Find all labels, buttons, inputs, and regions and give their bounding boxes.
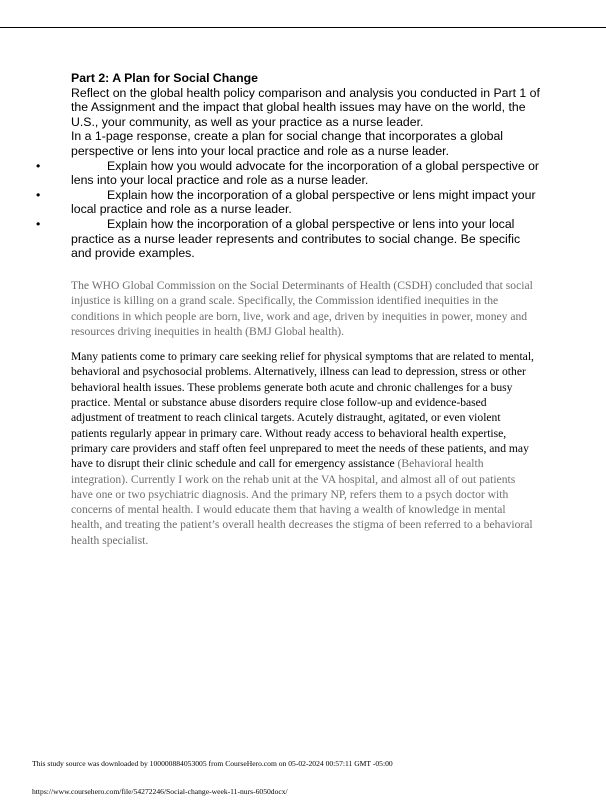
bullet-text: Explain how the incorporation of a global perspective or lens might impact your local practice and role as a nurse leader.: [71, 187, 536, 217]
bullet-icon: •: [36, 187, 41, 202]
prompt-bullet-list: [36, 158, 541, 261]
list-item: [36, 158, 541, 188]
section-heading: Part 2: A Plan for Social Change: [71, 71, 258, 85]
response-paragraph-2: [71, 349, 537, 548]
student-response: [71, 278, 537, 558]
response-paragraph-2-gray-text: (Behavioral health integration). Currently I work on the rehab unit at the VA hospital, and almost all of out patients have one or two psychiatric diagnosis. And the primary NP, refers them to a psych doctor with concerns of mental health. I would educate them that having a wealth of knowledge in mental health, and treating the patient’s overall health decreases the stigma of been referred to a behavioral health specialist.: [71, 457, 533, 547]
prompt-instruction: In a 1-page response, create a plan for social change that incorporates a global perspective or lens into your local practice and role as a nurse leader.: [71, 129, 504, 158]
list-item: [36, 187, 541, 217]
list-item: [36, 216, 541, 261]
bullet-icon: •: [36, 216, 41, 231]
assignment-prompt: [36, 71, 541, 261]
source-url[interactable]: https://www.coursehero.com/file/54272246/Social-change-week-11-nurs-6050docx/: [32, 787, 288, 796]
bullet-text: Explain how you would advocate for the incorporation of a global perspective or lens into your local practice and role as a nurse leader.: [71, 158, 540, 188]
response-paragraph-2-dark-text: Many patients come to primary care seeking relief for physical symptoms that are related to mental, behavioral and psychosocial problems. Alternatively, illness can lead to depression, stress or other behavioral health issues. These problems generate both acute and chronic challenges for a busy practice. Mental or substance abuse disorders require close follow-up and evidence-based adjustment of treatment to reach clinical targets. Acutely distraught, agitated, or even violent patients regularly appear in primary care. Without ready access to behavioral health expertise, primary care providers and staff often feel unprepared to meet the needs of these patients, and may have to disrupt their clinic schedule and call for emergency assistance: [71, 350, 534, 471]
top-divider: [0, 27, 606, 28]
response-paragraph-1: The WHO Global Commission on the Social Determinants of Health (CSDH) concluded that social injustice is killing on a grand scale. Specifically, the Commission identified inequities in the conditions in which people are born, live, work and age, driven by inequities in power, money and resources driving inequities in health (BMJ Global health).: [71, 279, 533, 338]
bullet-icon: •: [36, 158, 41, 173]
prompt-intro: Reflect on the global health policy comparison and analysis you conducted in Part 1 of the Assignment and the impact that global health issues may have on the world, the U.S., your community, as well as your practice as a nurse leader.: [71, 85, 540, 129]
download-notice: This study source was downloaded by 100000884053005 from CourseHero.com on 05-02-2024 00:57:11 GMT -05:00: [32, 759, 393, 768]
bullet-text: Explain how the incorporation of a global perspective or lens into your local practice as a nurse leader represents and contributes to social change. Be specific and provide examples.: [71, 216, 521, 261]
